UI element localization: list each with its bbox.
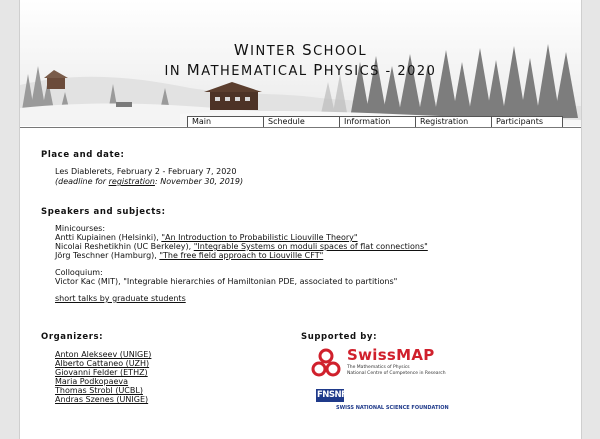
school-title-line1: WINTER SCHOOL [233,41,368,59]
snf-mark: FNSNF [317,390,347,400]
organizer-link[interactable]: Thomas Strobl (UCBL) [55,386,143,395]
school-title-line2: IN MATHEMATICAL PHYSICS - 2020 [164,61,437,79]
deadline-line: (deadline for registration: November 30, 2019) [55,177,244,186]
minicourse-1-link[interactable]: "An Introduction to Probabilistic Liouville Theory" [161,233,358,242]
supported-heading: Supported by: [301,332,378,342]
minicourse-3: Jörg Teschner (Hamburg), "The free field approach to Liouville CFT" [55,251,324,260]
swissmap-logo[interactable] [311,344,491,384]
short-talks-link[interactable]: short talks by graduate students [55,294,186,303]
organizer-link[interactable]: Anton Alekseev (UNIGE) [55,350,152,359]
registration-link[interactable]: registration [108,177,155,186]
minicourse-2: Nicolai Reshetikhin (UC Berkeley), "Integrable Systems on moduli spaces of flat connections" [55,242,428,251]
nav-main[interactable]: Main [187,117,263,127]
nav-information[interactable]: Information [339,117,415,127]
header-divider [20,127,581,128]
organizer-link[interactable]: Maria Podkopaeva [55,377,129,386]
organizer-6 [55,395,148,405]
place-heading: Place and date: [41,150,125,160]
snf-name: SWISS NATIONAL SCIENCE FOUNDATION [336,405,449,411]
colloquium-label: Colloquium: [55,268,103,277]
nav-participants[interactable]: Participants [491,117,563,127]
colloquium-line: Victor Kac (MIT), "Integrable hierarchies of Hamiltonian PDE, associated to partitions" [55,277,398,286]
speakers-heading: Speakers and subjects: [41,207,166,217]
organizer-link[interactable]: Andras Szenes (UNIGE) [55,395,149,404]
swissmap-name: SwissMAP [347,346,435,364]
place-line: Les Diablerets, February 2 - February 7, 2020 [55,167,237,176]
organizer-link[interactable]: Alberto Cattaneo (UZH) [55,359,150,368]
organizer-link[interactable]: Giovanni Felder (ETHZ) [55,368,148,377]
nav-registration[interactable]: Registration [415,117,491,127]
minicourse-2-link[interactable]: "Integrable Systems on moduli spaces of flat connections" [193,242,428,251]
organizers-heading: Organizers: [41,332,104,342]
minicourse-1: Antti Kupiainen (Helsinki), "An Introduction to Probabilistic Liouville Theory" [55,233,358,242]
chalet [204,82,262,110]
swissmap-knot-icon [311,347,341,381]
swissmap-sub1: The Mathematics of Physics [347,365,410,370]
swissmap-sub2: National Centre of Competence in Research [347,371,446,376]
minicourse-3-link[interactable]: "The free field approach to Liouville CFT" [159,251,324,260]
snf-logo[interactable] [316,389,476,415]
nav-schedule[interactable]: Schedule [263,117,339,127]
header-banner [20,0,581,126]
minicourses-label: Minicourses: [55,224,106,233]
page [19,0,582,439]
short-talks-line [55,294,186,304]
